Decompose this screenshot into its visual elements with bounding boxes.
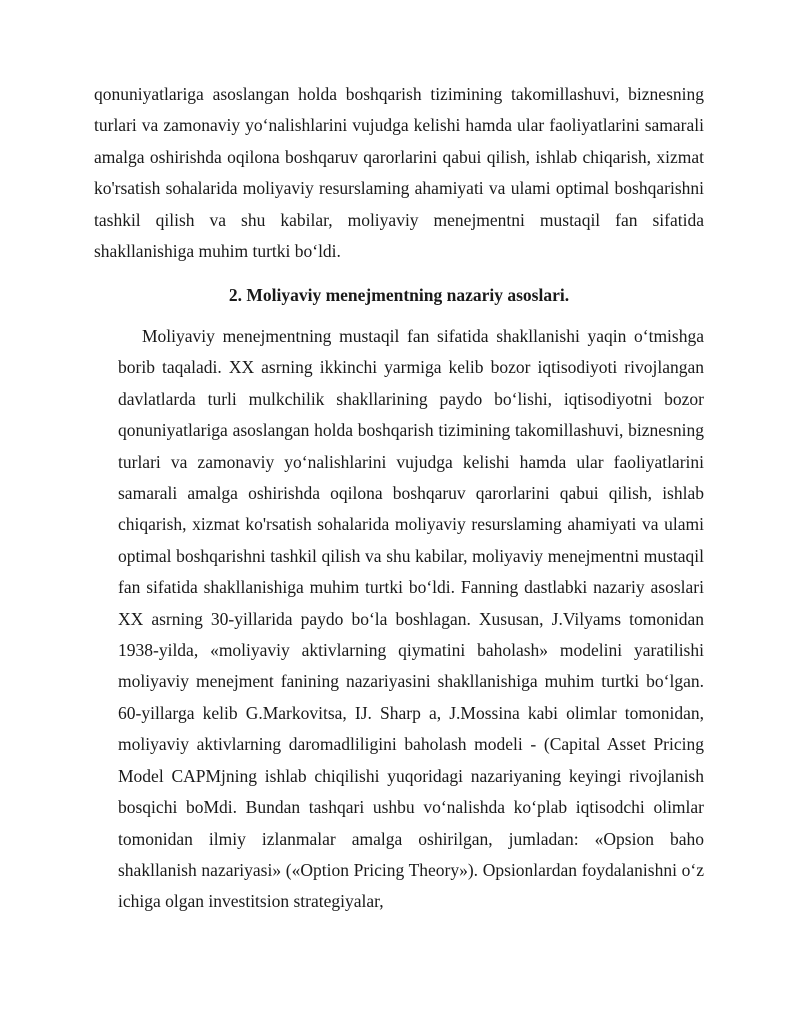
paragraph-continuation: qonuniyatlariga asoslangan holda boshqarish tizimining takomillashuvi, biznesning turlari va zamonaviy yo‘nalishlarini vujudga kelishi hamda ular faoliyatlarini samarali amalga oshirishda oqilona boshqaruv qarorlarini qabui qilish, ishlab chiqarish, xizmat ko'rsatish sohalarida moliyaviy resurslaming ahamiyati va ulami optimal boshqarishni tashkil qilish va shu kabilar, moliyaviy menejmentni mustaqil fan sifatida shakllanishiga muhim turtki bo‘ldi.	[94, 84, 704, 262]
paragraph-body: Moliyaviy menejmentning mustaqil fan sifatida shakllanishi yaqin o‘tmishga borib taqaladi. XX asrning ikkinchi yarmiga kelib bozor iqtisodiyoti rivojlangan davlatlarda turli mulkchilik shakllarining paydo bo‘lishi, iqtisodiyotni bozor qonuniyatlariga asoslangan holda boshqarish tizimining takomillashuvi, biznesning turlari va zamonaviy yo‘nalishlarini vujudga kelishi hamda ular faoliyatlarini samarali amalga oshirishda oqilona boshqaruv qarorlarini qabui qilish, ishlab chiqarish, xizmat ko'rsatish sohalarida moliyaviy resurslaming ahamiyati va ulami optimal boshqarishni tashkil qilish va shu kabilar, moliyaviy menejmentni mustaqil fan sifatida shakllanishiga muhim turtki bo‘ldi. Fanning dastlabki nazariy asoslari XX asrning 30-yillarida paydo bo‘la boshlagan. Xususan, J.Vilyams tomonidan 1938-yilda, «moliyaviy aktivlarning qiymatini baholash» modelini yaratilishi moliyaviy menejment fanining nazariyasini shakllanishiga muhim turtki bo‘lgan. 60-yillarga kelib G.Markovitsa, IJ. Sharp a, J.Mossina kabi olimlar tomonidan, moliyaviy aktivlarning daromadliligini baholash modeli - (Capital Asset Pricing Model CAPMjning ishlab chiqilishi yuqoridagi nazariyaning keyingi rivojlanish bosqichi boMdi. Bundan tashqari ushbu vo‘nalishda ko‘plab iqtisodchi olimlar tomonidan ilmiy izlanmalar amalga oshirilgan, jumladan: «Opsion baho shakllanish nazariyasi» («Option Pricing Theory»). Opsionlardan foydalanishni o‘z ichiga olgan investitsion strategiyalar,	[118, 326, 704, 912]
section-heading: 2. Moliyaviy menejmentning nazariy asoslari.	[228, 285, 570, 305]
